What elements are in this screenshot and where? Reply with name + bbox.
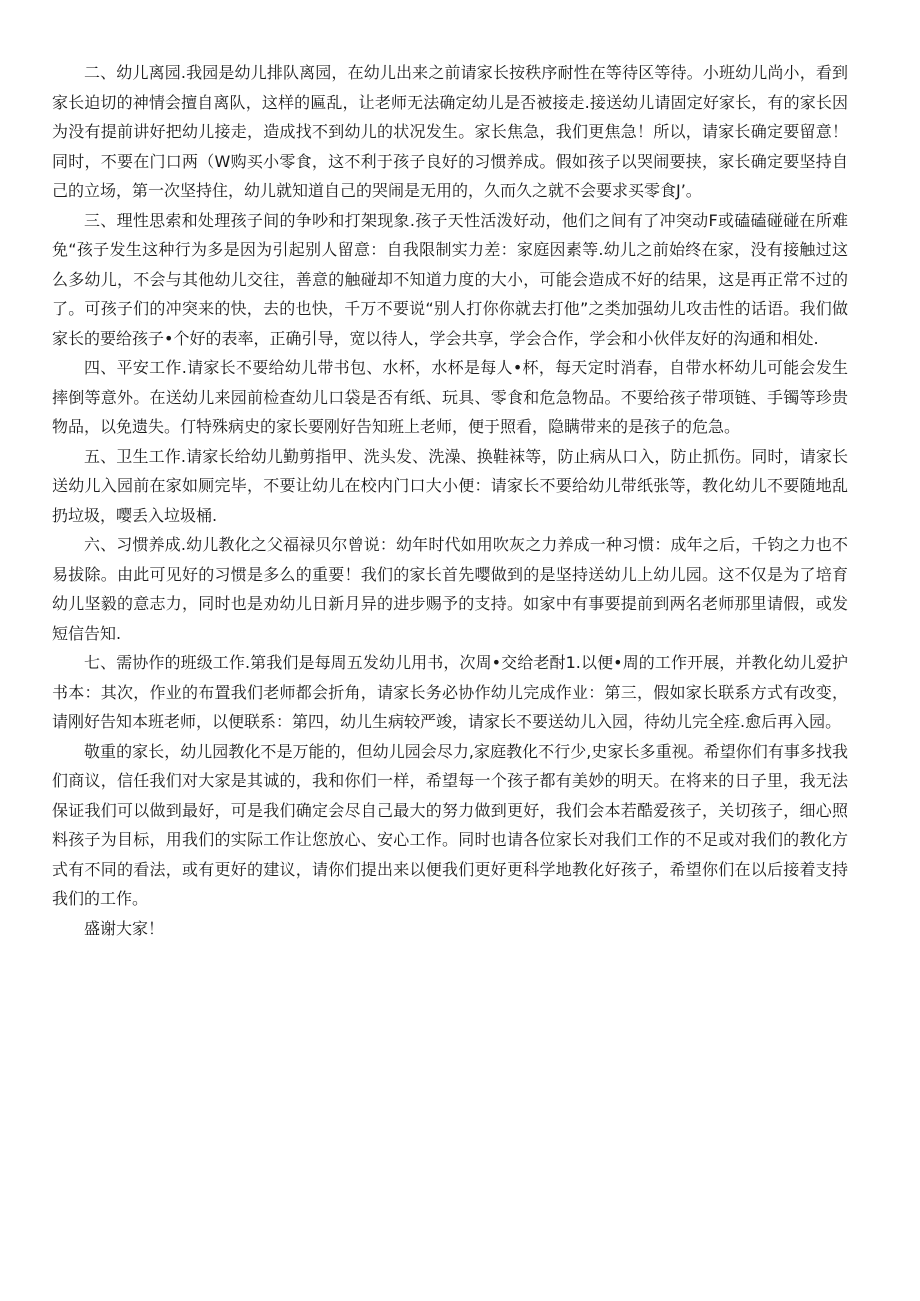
paragraph-conflicts: 三、理性思索和处理孩子间的争吵和打架现象.孩子天性活泼好动，他们之间有了冲突动F或磕磕碰碰在所难免“孩子发生这种行为多是因为引起别人留意：自我限制实力差：家庭因素等.幼儿之前始终在家，没有接触过这么多幼儿，不会与其他幼儿交往，善意的触碰却不知道力度的大小，可能会造成不好的结果，这是再正常不过的了。可孩子们的冲突来的快，去的也快，千万不要说“别人打你你就去打他”之类加强幼儿攻击性的话语。我们做家长的要给孩子•个好的表率，正确引导，宽以待人，学会共享，学会合作，学会和小伙伴友好的沟通和相处. [52,210,848,348]
paragraph-closing: 敬重的家长，幼儿园教化不是万能的，但幼儿园会尽力,家庭教化不行少,史家长多重视。希望你们有事多找我们商议，信任我们对大家是其诚的，我和你们一样，希望每一个孩子都有美妙的明天。在将来的日子里，我无法保证我们可以做到最好，可是我们确定会尽自己最大的努力做到更好，我们会本若酷爱孩子，关切孩子，细心照料孩子为目标，用我们的实际工作让您放心、安心工作。同时也请各位家长对我们工作的不足或对我们的教化方式有不同的看法，或有更好的建议，请你们提出来以便我们更好更科学地教化好孩子，希望你们在以后接着支持我们的工作。 [52,741,848,908]
paragraph-departure: 二、幼儿离园.我园是幼儿排队离园，在幼儿出来之前请家长按秩序耐性在等待区等待。小班幼儿尚小，看到家长迫切的神情会擅自离队，这样的匾乱，让老师无法确定幼儿是否被接走.接送幼儿请固定好家长，有的家长因为没有提前讲好把幼儿接走，造成找不到幼儿的状况发生。家长焦急，我们更焦急！所以，请家长确定要留意！同时，不要在门口两（W购买小零食，这不利于孩子良好的习惯养成。假如孩子以哭闹要挟，家长确定要坚持自己的立场，第一次坚持住，幼儿就知道自己的哭闹是无用的，久而久之就不会要求买零食J’。 [52,63,848,200]
paragraph-safety: 四、平安工作.请家长不要给幼儿带书包、水杯，水杯是每人•杯，每天定时消春，自带水杯幼儿可能会发生摔倒等意外。在送幼儿来园前检查幼儿口袋是否有纸、玩具、零食和危急物品。不要给孩子带项链、手镯等珍贵物品，以免遗失。仃特殊病史的家长要刚好告知班上老师，便于照看，隐瞒带来的是孩子的危急。 [52,358,848,436]
paragraph-hygiene: 五、卫生工作.请家长给幼儿勤剪指甲、洗头发、洗澡、换鞋袜等，防止病从口入，防止抓伤。同时，请家长送幼儿入园前在家如厕完毕，不要让幼儿在校内门口大小便：请家长不要给幼儿带纸张等，教化幼儿不要随地乱扔垃圾，嘤丢入垃圾桶. [52,446,848,525]
paragraph-class-cooperation: 七、需协作的班级工作.第我们是每周五发幼儿用书，次周•交给老酎1.以便•周的工作开展，并教化幼儿爱护书本：其次，作业的布置我们老师都会折角，请家长务必协作幼儿完成作业：第三，假如家长联系方式有改变，请刚好告知本班老师，以便联系：第四，幼儿生病较严竣，请家长不要送幼儿入园，待幼儿完全痊.愈后再入园。 [52,653,848,731]
paragraph-habits: 六、习惯养成.幼儿教化之父福禄贝尔曾说：幼年时代如用吹灰之力养成一种习惯：成年之后，千钧之力也不易拔除。由此可见好的习惯是多么的重要！我们的家长首先嘤做到的是坚持送幼儿上幼儿园。这不仅是为了培育幼儿坚毅的意志力，同时也是劝幼儿日新月异的进步赐予的支持。如家中有事要提前到两名老师那里请假，或发短信告知. [52,535,848,643]
document-body [52,58,848,943]
paragraph-thanks: 盛谢大家！ [84,918,165,938]
